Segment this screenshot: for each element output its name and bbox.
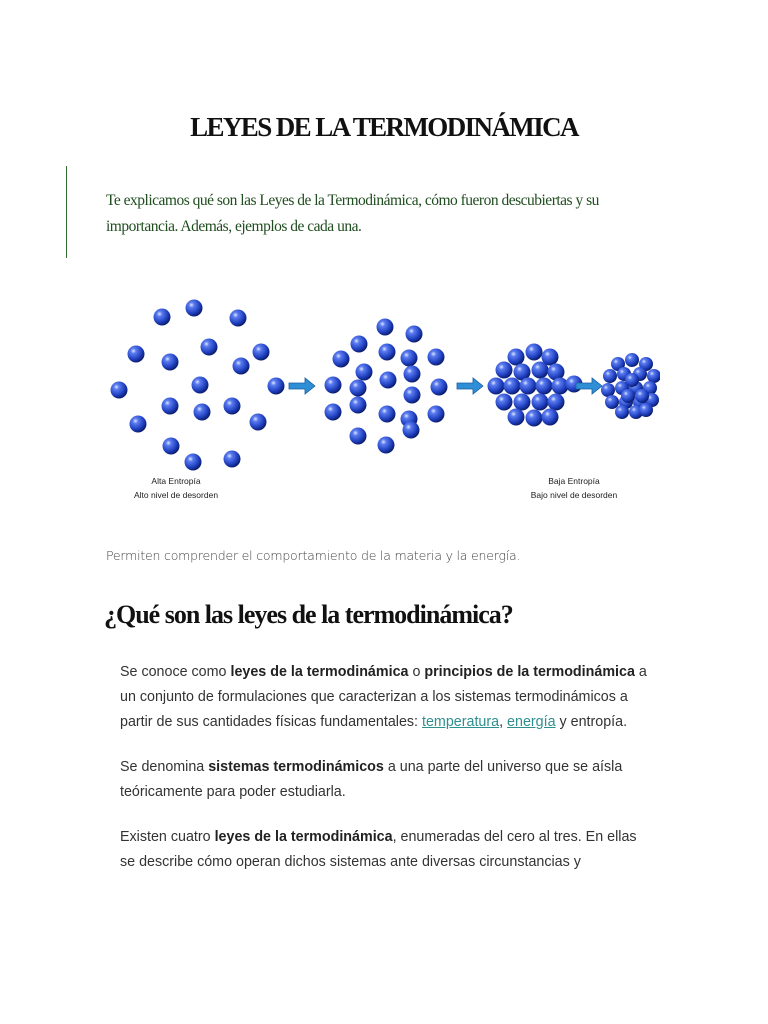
temperatura-link[interactable]: temperatura — [422, 714, 500, 730]
particle — [635, 389, 649, 403]
particle — [250, 414, 267, 431]
particle — [601, 383, 615, 397]
high-disorder-label: Alto nivel de desorden — [133, 490, 219, 500]
particle — [186, 300, 203, 317]
paragraph-1 — [120, 660, 650, 735]
article-title: LEYES DE LA TERMODINÁMICA — [190, 112, 578, 142]
section-heading: ¿Qué son las leyes de la termodinámica? — [104, 600, 513, 629]
text: y entropía. — [555, 714, 628, 730]
particle — [333, 351, 350, 368]
bold-term: principios de la termodinámica — [424, 664, 635, 680]
particle — [625, 373, 639, 387]
particle — [520, 378, 537, 395]
particle — [130, 416, 147, 433]
particle — [128, 346, 145, 363]
article-body — [120, 660, 650, 895]
particle — [496, 362, 513, 379]
particle — [603, 369, 617, 383]
particle — [428, 349, 445, 366]
particle — [233, 358, 250, 375]
article-lead: Te explicamos qué son las Leyes de la Termodinámica, cómo fueron descubiertas y su importancia. Además, ejemplos de cada una. — [106, 192, 599, 235]
text: , enumeradas del cero al tres. En ellas se describe cómo operan dichos sistemas ante diversas circunstancias y — [120, 829, 637, 870]
text: Se conoce como — [120, 664, 231, 680]
particle — [508, 409, 525, 426]
low-disorder-label: Bajo nivel de desorden — [530, 490, 618, 500]
particle — [325, 377, 342, 394]
particle — [154, 309, 171, 326]
bold-term: leyes de la termodinámica — [214, 829, 393, 845]
text: , — [499, 714, 508, 730]
text: Se denomina — [120, 759, 209, 775]
particle — [268, 378, 285, 395]
particle — [403, 422, 420, 439]
particle — [201, 339, 218, 356]
text: o — [408, 664, 425, 680]
entropy-figure — [104, 262, 660, 520]
particle — [542, 409, 559, 426]
particle — [404, 387, 421, 404]
particle — [230, 310, 247, 327]
particle — [625, 353, 639, 367]
particle — [377, 319, 394, 336]
particle — [192, 377, 209, 394]
particle — [111, 382, 128, 399]
particle — [378, 437, 395, 454]
bold-term: leyes de la termodinámica — [230, 664, 409, 680]
particle — [615, 405, 629, 419]
particle — [380, 372, 397, 389]
high-entropy-label: Alta Entropía — [151, 476, 201, 486]
particle — [350, 380, 367, 397]
lead-accent-bar — [66, 166, 67, 258]
particle — [185, 454, 202, 471]
particle — [401, 350, 418, 367]
particle — [431, 379, 448, 396]
particle — [356, 364, 373, 381]
particle — [379, 344, 396, 361]
particle — [532, 394, 549, 411]
paragraph-3 — [120, 825, 650, 875]
energia-link[interactable]: energía — [507, 714, 556, 730]
figure-caption: Permiten comprender el comportamiento de la materia y la energía. — [106, 548, 521, 563]
particle — [194, 404, 211, 421]
particle — [428, 406, 445, 423]
particle — [647, 369, 660, 383]
particle — [536, 378, 553, 395]
particle — [162, 354, 179, 371]
particle — [526, 410, 543, 427]
bold-term: sistemas termodinámicos — [208, 759, 384, 775]
low-entropy-label: Baja Entropía — [548, 476, 600, 486]
text: a un conjunto de formulaciones que caracterizan a los sistemas termodinámicos a partir de sus cantidades físicas fundamentales: — [120, 664, 647, 730]
particle — [504, 378, 521, 395]
right-arrow-icon — [457, 378, 483, 394]
particle — [639, 403, 653, 417]
entropy-diagram — [104, 262, 660, 520]
particle — [532, 362, 549, 379]
text: a una parte del universo que se aísla teóricamente para poder estudiarla. — [120, 759, 623, 800]
paragraph-2 — [120, 755, 650, 805]
particle — [404, 366, 421, 383]
particle — [224, 451, 241, 468]
particle — [350, 428, 367, 445]
particle — [162, 398, 179, 415]
right-arrow-icon — [289, 378, 315, 394]
particle — [514, 394, 531, 411]
particle — [488, 378, 505, 395]
particle — [325, 404, 342, 421]
particle — [253, 344, 270, 361]
particle — [508, 349, 525, 366]
particle — [224, 398, 241, 415]
particle — [350, 397, 367, 414]
particle — [406, 326, 423, 343]
text: Existen cuatro — [120, 829, 215, 845]
particle — [379, 406, 396, 423]
particle — [548, 394, 565, 411]
particle — [605, 395, 619, 409]
particle — [526, 344, 543, 361]
particle — [351, 336, 368, 353]
particle — [163, 438, 180, 455]
particle — [621, 389, 635, 403]
particle — [496, 394, 513, 411]
